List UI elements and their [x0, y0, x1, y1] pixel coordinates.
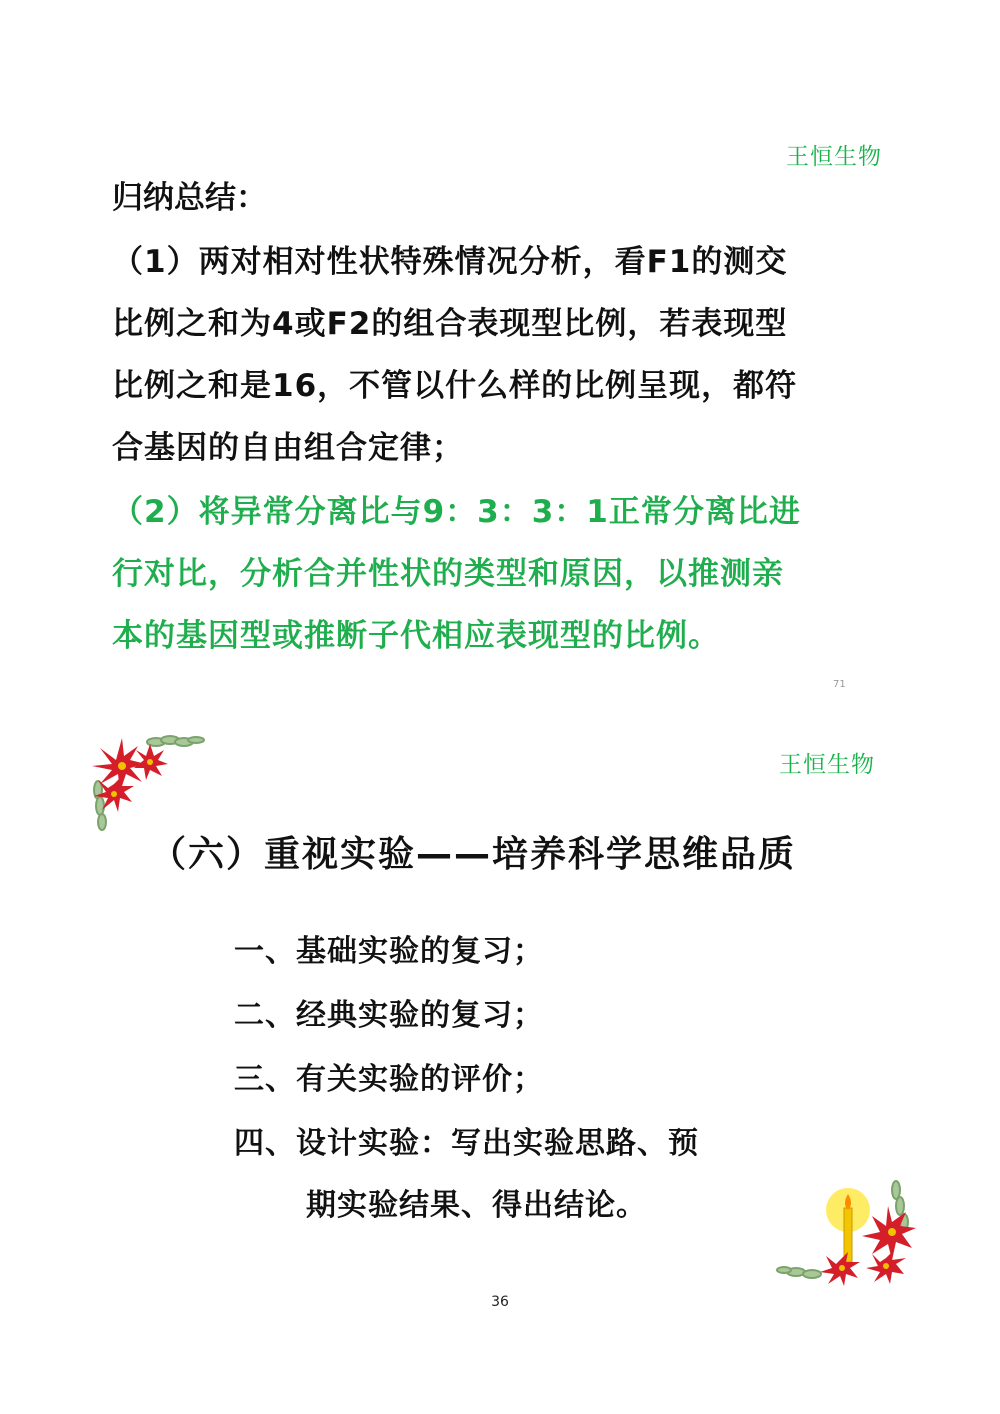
list-item: 二、经典实验的复习； — [234, 998, 544, 1033]
summary-green-line: （2）将异常分离比与9：3：3：1正常分离比进 — [112, 494, 801, 530]
page-number: 36 — [491, 1294, 509, 1310]
summary-green-line: 行对比，分析合并性状的类型和原因，以推测亲 — [112, 556, 784, 592]
summary-line: （1）两对相对性状特殊情况分析，看F1的测交 — [112, 244, 788, 280]
brand-label: 王恒生物 — [786, 144, 882, 170]
poinsettia-icon — [86, 730, 210, 840]
summary-line: 比例之和是16，不管以什么样的比例呈现，都符 — [112, 368, 798, 404]
candle-icon — [776, 1176, 920, 1286]
slide-number: 71 — [833, 679, 846, 690]
summary-green-line: 本的基因型或推断子代相应表现型的比例。 — [112, 618, 720, 654]
brand-label: 王恒生物 — [779, 752, 875, 778]
list-item: 三、有关实验的评价； — [234, 1062, 544, 1097]
slide-title: （六）重视实验——培养科学思维品质 — [150, 834, 797, 875]
list-item: 期实验结果、得出结论。 — [306, 1188, 647, 1223]
summary-line: 合基因的自由组合定律； — [112, 430, 464, 466]
list-item: 一、基础实验的复习； — [234, 934, 544, 969]
list-item: 四、设计实验：写出实验思路、预 — [234, 1126, 699, 1161]
summary-line: 比例之和为4或F2的组合表现型比例，若表现型 — [112, 306, 788, 342]
summary-heading: 归纳总结： — [112, 180, 267, 216]
